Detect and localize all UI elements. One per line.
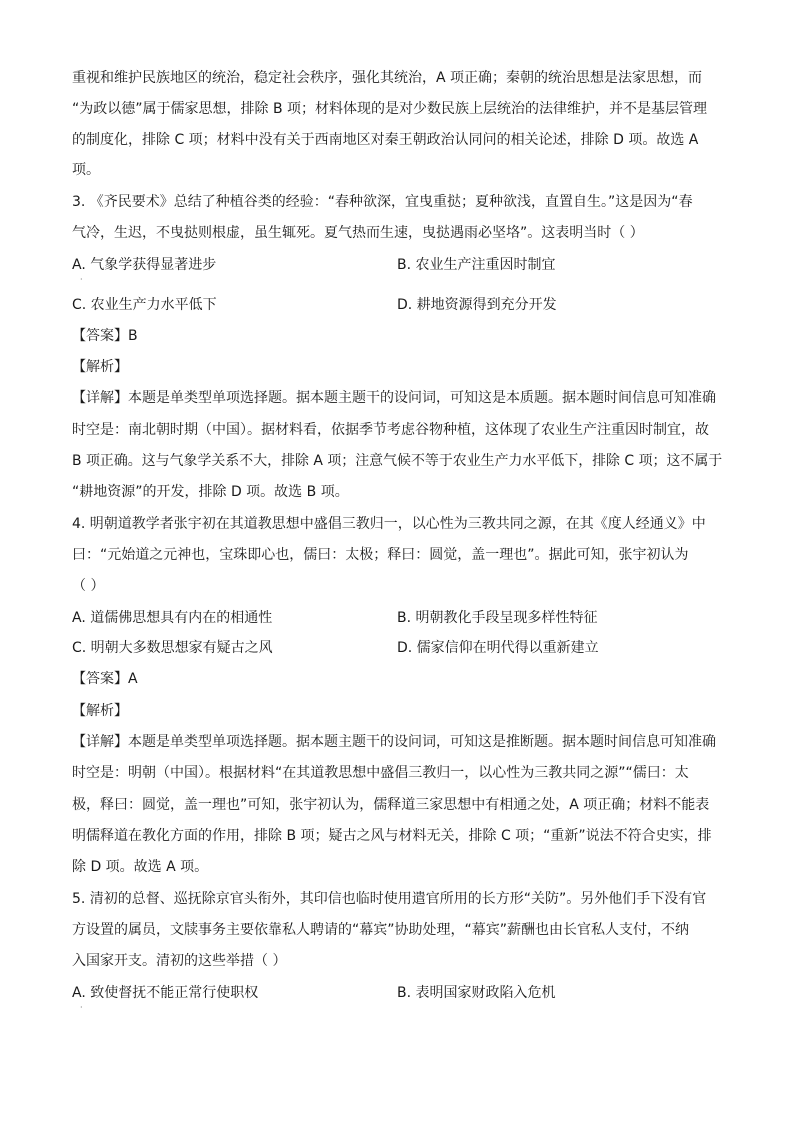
q4-detail-line-3: 极，释曰：圆觉，盖一理也”可知，张宇初认为，儒释道三家思想中有相通之处，A 项正确；材料不能表 <box>72 797 710 813</box>
q3-analysis-heading: 【解析】 <box>72 359 128 375</box>
q4-detail-line-4: 明儒释道在教化方面的作用，排除 B 项；疑古之风与材料无关，排除 C 项；“重新”说法不符合史实，排 <box>72 828 712 844</box>
q4-detail-line-5: 除 D 项。故选 A 项。 <box>72 859 209 875</box>
q3-option-c: C. 农业生产力水平低下 <box>72 297 217 313</box>
q4-answer: 【答案】A <box>72 671 138 687</box>
q4-stem-line-3: （ ） <box>72 578 105 594</box>
q3-answer: 【答案】B <box>72 328 138 344</box>
stray-dot-mark: · <box>80 275 83 284</box>
q4-analysis-heading: 【解析】 <box>72 703 128 719</box>
q4-stem-line-2: 曰：“元始道之元神也，宝珠即心也，儒曰：太极；释曰：圆觉，盖一理也”。据此可知，张宇初认为 <box>72 547 689 563</box>
q5-option-a: A. 致使督抚不能正常行使职权 <box>72 985 259 1001</box>
q4-detail-line-1: 【详解】本题是单类型单项选择题。据本题主题干的设问词，可知这是推断题。据本题时间信息可知准确 <box>72 734 716 750</box>
stray-dot-mark: · <box>80 1003 83 1012</box>
q3-stem-line-2: 气冷，生迟，不曳挞则根虚，虽生辄死。夏气热而生速，曳挞遇雨必坚垎”。这表明当时（ ） <box>72 225 644 241</box>
q5-stem-line-3: 入国家开支。清初的这些举措（ ） <box>72 953 287 969</box>
q4-stem-line-1: 4. 明朝道教学者张宇初在其道教思想中盛倡三教归一，以心性为三教共同之源，在其《度人经通义》中 <box>72 516 706 532</box>
q4-option-a: A. 道儒佛思想具有内在的相通性 <box>72 610 273 626</box>
q5-stem-line-1: 5. 清初的总督、巡抚除京官头衔外，其印信也临时使用遣官所用的长方形“关防”。另外他们手下没有官 <box>72 891 707 907</box>
q3-option-b: B. 农业生产注重因时制宜 <box>397 257 556 273</box>
q2-explanation-line-4: 项。 <box>72 162 100 178</box>
q5-stem-line-2: 方设置的属员，文牍事务主要依靠私人聘请的“幕宾”协助处理，“幕宾”薪酬也由长官私人支付，不纳 <box>72 922 690 938</box>
q2-explanation-line-1: 重视和维护民族地区的统治，稳定社会秩序，强化其统治，A 项正确；秦朝的统治思想是法家思想，而 <box>72 70 703 86</box>
q5-option-b: B. 表明国家财政陷入危机 <box>397 985 556 1001</box>
q4-option-d: D. 儒家信仰在明代得以重新建立 <box>397 640 599 656</box>
q3-option-d: D. 耕地资源得到充分开发 <box>397 297 557 313</box>
q3-detail-line-2: 时空是：南北朝时期（中国）。据材料看，依据季节考虑谷物种植，这体现了农业生产注重因时制宜，故 <box>72 422 709 438</box>
q3-detail-line-1: 【详解】本题是单类型单项选择题。据本题主题干的设问词，可知这是本质题。据本题时间信息可知准确 <box>72 390 716 406</box>
q3-option-a: A. 气象学获得显著进步 <box>72 257 217 273</box>
q3-stem-line-1: 3. 《齐民要术》总结了种植谷类的经验：“春种欲深，宜曳重挞；夏种欲浅，直置自生。”这是因为“春 <box>72 194 693 210</box>
q4-option-c: C. 明朝大多数思想家有疑古之风 <box>72 640 273 656</box>
q4-option-b: B. 明朝教化手段呈现多样性特征 <box>397 610 598 626</box>
q3-detail-line-4: “耕地资源”的开发，排除 D 项。故选 B 项。 <box>72 484 349 500</box>
q2-explanation-line-2: “为政以德”属于儒家思想，排除 B 项；材料体现的是对少数民族上层统治的法律维护，并不是基层管理 <box>72 101 708 117</box>
q3-detail-line-3: B 项正确。这与气象学关系不大，排除 A 项；注意气候不等于农业生产力水平低下，排除 C 项；这不属于 <box>72 453 723 469</box>
q4-detail-line-2: 时空是：明朝（中国）。根据材料“在其道教思想中盛倡三教归一，以心性为三教共同之源”“儒曰：太 <box>72 765 689 781</box>
q2-explanation-line-3: 的制度化，排除 C 项；材料中没有关于西南地区对秦王朝政治认同问的相关论述，排除 D 项。故选 A <box>72 132 699 148</box>
